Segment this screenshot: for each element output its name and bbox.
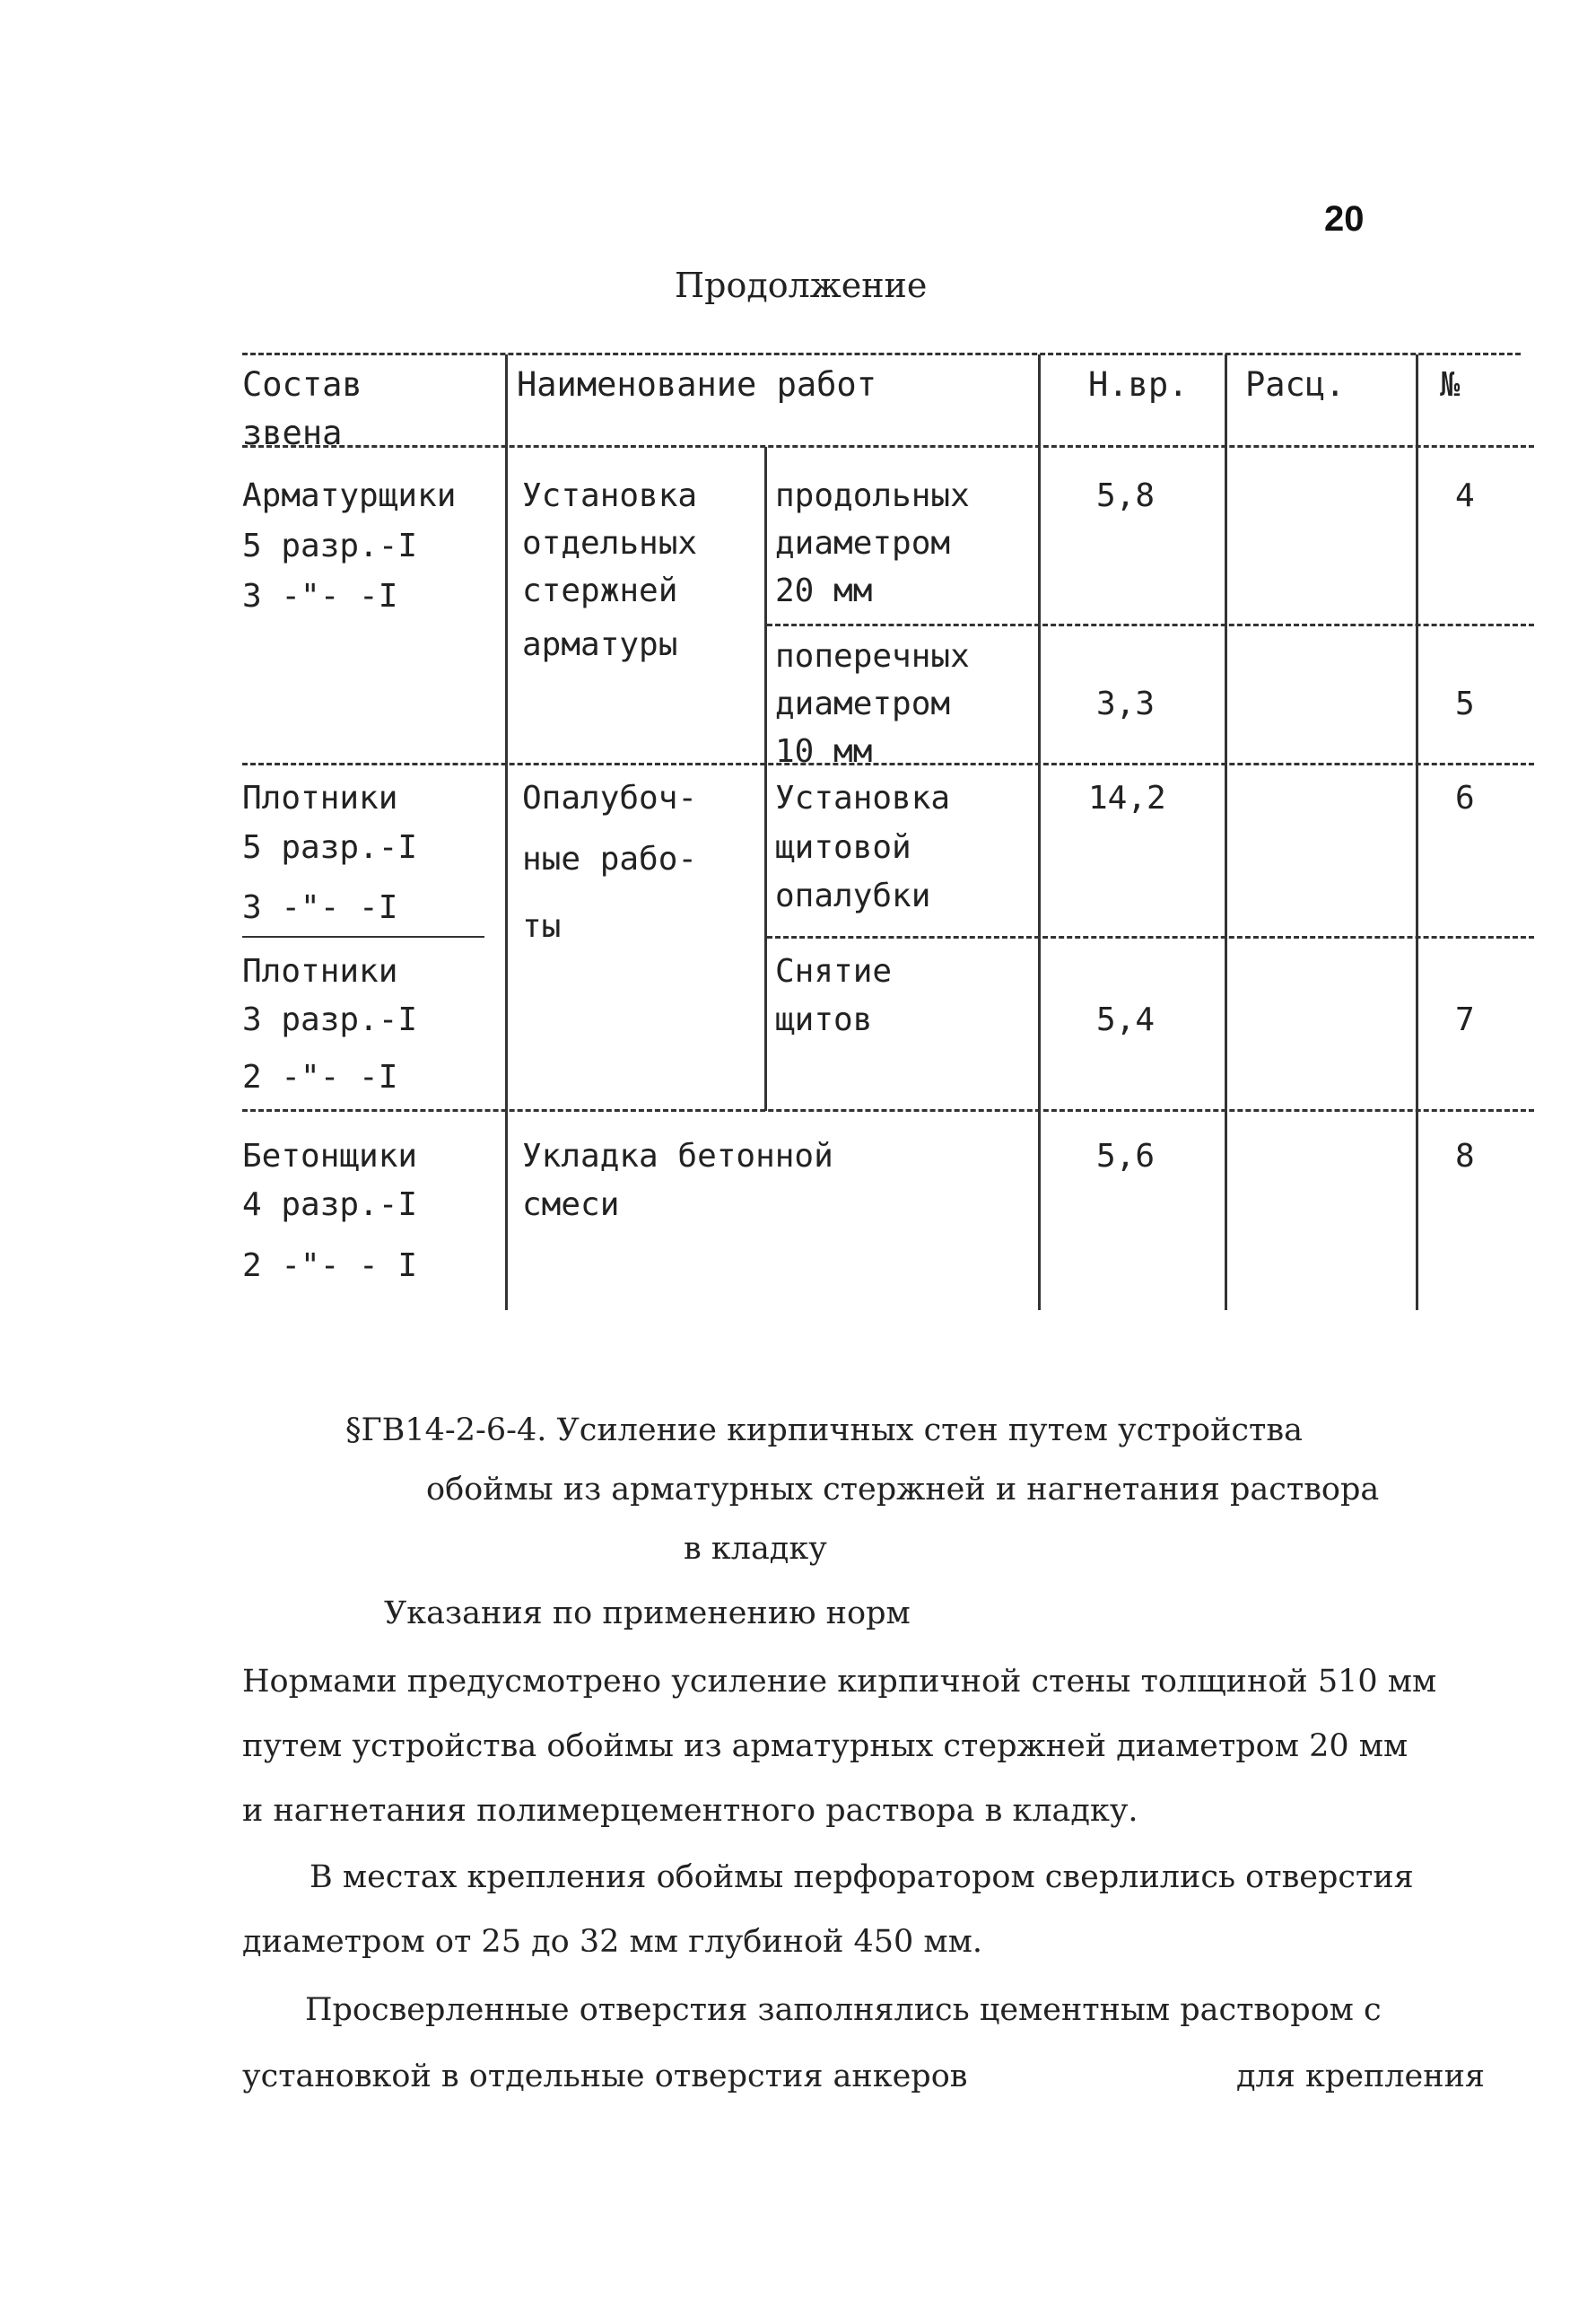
subwork-line: Снятие: [775, 953, 893, 990]
work-line: арматуры: [522, 626, 678, 663]
crew-line: 4 разр.-I: [242, 1186, 418, 1223]
paragraph-line: В местах крепления обоймы перфоратором сверлились отверстия: [310, 1859, 1414, 1895]
subwork-line: опалубки: [775, 878, 931, 914]
crew-line: 2 -"- -I: [242, 1059, 398, 1096]
paragraph-line-tail: для крепления: [1236, 2059, 1485, 2094]
subwork-line: поперечных: [775, 638, 970, 675]
paragraph-line: и нагнетания полимерцементного раствора в кладку.: [242, 1793, 1138, 1829]
work-line: отдельных: [522, 525, 698, 562]
col-rule-4: [1225, 354, 1227, 1310]
row-rule-5-6: [242, 763, 1534, 765]
row-number: 4: [1455, 477, 1475, 514]
crew-line: 3 -"- -I: [242, 889, 398, 926]
row-number: 8: [1455, 1138, 1475, 1175]
section-title-line-1: §ГВ14-2-6-4. Усиление кирпичных стен путем устройства: [345, 1412, 1303, 1448]
row-rule-4-5: [767, 624, 1534, 626]
row-rule-7-8: [242, 1109, 1534, 1112]
col-rule-5: [1416, 354, 1418, 1310]
paragraph-line: установкой в отдельные отверстия анкеров: [242, 2059, 968, 2094]
crew-line: 5 разр.-I: [242, 829, 418, 866]
header-norm-time: Н.вр.: [1088, 365, 1189, 404]
subwork-line: 10 мм: [775, 733, 873, 770]
crew-line: Плотники: [242, 953, 398, 990]
crew-line: Плотники: [242, 780, 398, 817]
paragraph-line: Нормами предусмотрено усиление кирпичной стены толщиной 510 мм: [242, 1664, 1437, 1700]
rule-crew-split: [242, 936, 484, 938]
norm-time-value: 5,6: [1096, 1138, 1156, 1175]
guidance-heading: Указания по применению норм: [384, 1595, 911, 1631]
work-line: ные рабо-: [522, 841, 698, 878]
subwork-line: щитов: [775, 1001, 873, 1038]
col-rule-2: [764, 447, 767, 1111]
crew-line: 5 разр.-I: [242, 528, 418, 564]
col-rule-1: [505, 354, 508, 1310]
subwork-line: продольных: [775, 477, 970, 514]
subwork-line: Установка: [775, 780, 951, 817]
page-number: 20: [1324, 199, 1365, 239]
work-line: стержней: [522, 573, 678, 609]
crew-line: Бетонщики: [242, 1138, 418, 1175]
norm-time-value: 14,2: [1088, 780, 1166, 817]
col-rule-3: [1038, 354, 1041, 1310]
subwork-line: диаметром: [775, 525, 951, 562]
section-title-line-2: обоймы из арматурных стержней и нагнетания раствора: [426, 1472, 1380, 1508]
header-rate: Расц.: [1245, 365, 1346, 404]
row-rule-6-7: [767, 936, 1534, 939]
crew-line: 3 разр.-I: [242, 1001, 418, 1038]
header-composition: Состав: [242, 365, 362, 404]
header-work-name: Наименование работ: [517, 365, 876, 404]
work-line: ты: [522, 908, 562, 945]
row-number: 6: [1455, 780, 1475, 817]
subwork-line: диаметром: [775, 686, 951, 722]
paragraph-line: путем устройства обоймы из арматурных стержней диаметром 20 мм: [242, 1728, 1408, 1764]
header-composition-2: звена: [242, 414, 343, 452]
work-line: смеси: [522, 1186, 620, 1223]
crew-line: 2 -"- - I: [242, 1247, 418, 1284]
paragraph-line: диаметром от 25 до 32 мм глубиной 450 мм.: [242, 1924, 982, 1960]
crew-line: 3 -"- -I: [242, 578, 398, 615]
paragraph-line: Просверленные отверстия заполнялись цементным раствором с: [305, 1992, 1382, 2028]
work-line: Установка: [522, 477, 698, 514]
subwork-line: щитовой: [775, 829, 911, 866]
norm-time-value: 5,4: [1096, 1001, 1156, 1038]
continuation-label: Продолжение: [675, 266, 928, 305]
row-number: 5: [1455, 686, 1475, 722]
work-line: Опалубоч-: [522, 780, 698, 817]
crew-line: Арматурщики: [242, 477, 457, 514]
header-number: №: [1440, 365, 1461, 404]
table-header-rule: [242, 445, 1534, 448]
subwork-line: 20 мм: [775, 573, 873, 609]
norm-time-value: 3,3: [1096, 686, 1156, 722]
table-top-rule: [242, 353, 1521, 355]
section-title-line-3: в кладку: [684, 1531, 827, 1567]
norm-time-value: 5,8: [1096, 477, 1156, 514]
row-number: 7: [1455, 1001, 1475, 1038]
work-line: Укладка бетонной: [522, 1138, 833, 1175]
